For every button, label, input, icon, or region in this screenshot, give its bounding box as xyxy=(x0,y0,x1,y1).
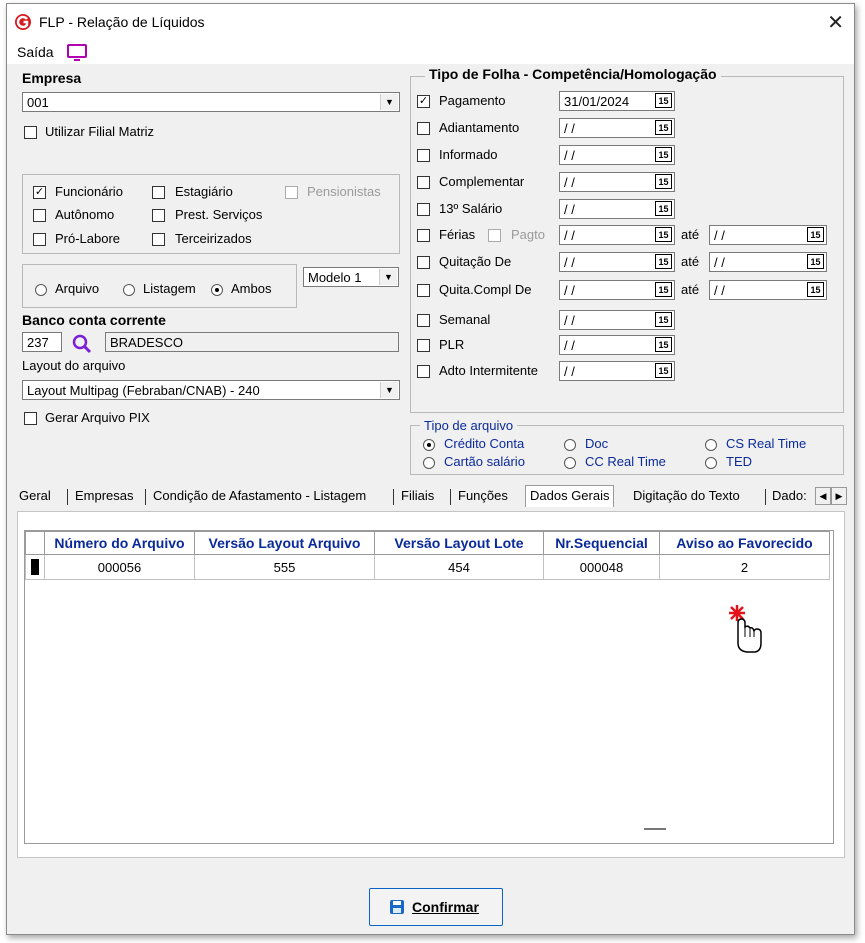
table-row[interactable] xyxy=(26,555,830,580)
tab-separator xyxy=(450,489,451,505)
filial-matriz-checkbox[interactable] xyxy=(24,126,37,139)
pensionistas-label: Pensionistas xyxy=(307,184,381,199)
date-end-input[interactable] xyxy=(709,225,827,245)
pagto-label: Pagto xyxy=(511,227,545,242)
dados-gerais-panel xyxy=(17,511,845,858)
date-value: / / xyxy=(564,121,575,136)
app-logo-icon xyxy=(14,13,32,31)
date-input[interactable] xyxy=(559,145,675,165)
date-value: 31/01/2024 xyxy=(564,94,630,109)
calendar-icon[interactable]: 15 xyxy=(655,201,672,216)
col-versao-layout-arquivo[interactable]: Versão Layout Arquivo xyxy=(195,532,375,555)
prest-servicos-label: Prest. Serviços xyxy=(175,207,263,222)
calendar-icon[interactable]: 15 xyxy=(655,120,672,135)
confirm-label: Confirmar xyxy=(412,899,479,915)
date-input[interactable] xyxy=(559,118,675,138)
tipo-folha-label: Adto Intermitente xyxy=(439,363,538,378)
banco-name-field xyxy=(105,332,399,352)
title-bar xyxy=(7,4,854,40)
tab-dados-gerais[interactable]: Dados Gerais xyxy=(525,485,614,507)
tipo-folha-checkbox[interactable] xyxy=(417,365,430,378)
window-title: FLP - Relação de Líquidos xyxy=(39,14,205,30)
prest-servicos-checkbox[interactable] xyxy=(152,209,165,222)
tipo-folha-label: 13º Salário xyxy=(439,201,503,216)
chevron-down-icon[interactable]: ▼ xyxy=(380,382,398,398)
date-input[interactable] xyxy=(559,172,675,192)
grid-resize-handle[interactable] xyxy=(644,828,666,830)
date-value: / / xyxy=(564,175,575,190)
tipo-folha-checkbox[interactable] xyxy=(417,314,430,327)
empresa-value: 001 xyxy=(27,95,49,110)
tab-digitacao-texto[interactable]: Digitação do Texto xyxy=(633,488,740,503)
empresa-select[interactable] xyxy=(22,92,400,112)
credito-conta-label: Crédito Conta xyxy=(444,436,525,451)
date-input[interactable] xyxy=(559,335,675,355)
date-value: / / xyxy=(564,202,575,217)
grid-table xyxy=(25,531,830,580)
date-value: / / xyxy=(564,228,575,243)
tipo-folha-label: Quita.Compl De xyxy=(439,282,532,297)
search-icon[interactable] xyxy=(71,333,93,355)
tab-filiais[interactable]: Filiais xyxy=(401,488,435,503)
main-window xyxy=(6,3,855,935)
tab-scroll-left-icon[interactable]: ◀ xyxy=(815,487,831,505)
pix-label: Gerar Arquivo PIX xyxy=(45,410,150,425)
date-input[interactable] xyxy=(559,310,675,330)
tab-empresas[interactable]: Empresas xyxy=(75,488,134,503)
banco-name-value: BRADESCO xyxy=(110,335,183,350)
tipo-folha-label: Quitação De xyxy=(439,254,512,269)
funcionario-checkbox[interactable]: ✓ xyxy=(34,186,45,198)
date-value: / / xyxy=(564,338,575,353)
tab-separator xyxy=(145,489,146,505)
cartao-salario-radio[interactable] xyxy=(423,457,435,469)
cc-real-time-radio[interactable] xyxy=(564,457,576,469)
cell-aviso-favorecido[interactable]: 2 xyxy=(660,555,830,580)
chevron-down-icon[interactable]: ▼ xyxy=(380,94,398,110)
tipo-folha-checkbox[interactable] xyxy=(417,203,430,216)
pagto-checkbox[interactable] xyxy=(488,229,501,242)
date-value: / / xyxy=(564,313,575,328)
cell-versao-layout-lote[interactable]: 454 xyxy=(375,555,544,580)
calendar-icon[interactable]: 15 xyxy=(655,174,672,189)
terceirizados-label: Terceirizados xyxy=(175,231,252,246)
date-end-value: / / xyxy=(714,228,725,243)
date-value: / / xyxy=(564,255,575,270)
tab-geral[interactable]: Geral xyxy=(19,488,51,503)
monitor-icon[interactable] xyxy=(67,44,87,62)
tipo-folha-checkbox[interactable] xyxy=(417,122,430,135)
ate-label: até xyxy=(681,282,700,297)
listagem-radio[interactable] xyxy=(123,284,135,296)
date-input[interactable] xyxy=(559,199,675,219)
ate-label: até xyxy=(681,227,700,242)
col-nr-sequencial[interactable]: Nr.Sequencial xyxy=(544,532,660,555)
tipo-folha-checkbox[interactable]: ✓ xyxy=(418,95,429,107)
calendar-icon[interactable]: 15 xyxy=(655,227,672,242)
calendar-icon[interactable]: 15 xyxy=(655,147,672,162)
date-input[interactable] xyxy=(559,361,675,381)
grid-indicator-header xyxy=(26,532,45,555)
tipo-folha-label: Pagamento xyxy=(439,93,506,108)
data-grid[interactable] xyxy=(24,530,834,844)
tipo-folha-label: PLR xyxy=(439,337,465,352)
tab-separator xyxy=(67,489,68,505)
date-value: / / xyxy=(564,283,575,298)
tipo-folha-label: Complementar xyxy=(439,174,525,189)
tab-scroll-right-icon[interactable]: ▶ xyxy=(831,487,847,505)
chevron-down-icon[interactable]: ▼ xyxy=(379,269,397,285)
cartao-salario-label: Cartão salário xyxy=(444,454,525,469)
date-value: / / xyxy=(564,364,575,379)
layout-value: Layout Multipag (Febraban/CNAB) - 240 xyxy=(27,383,260,398)
date-input[interactable] xyxy=(559,225,675,245)
banco-code-input[interactable] xyxy=(22,332,62,352)
ted-radio[interactable] xyxy=(705,457,717,469)
credito-conta-radio[interactable] xyxy=(423,439,435,451)
autonomo-label: Autônomo xyxy=(55,207,115,222)
save-disk-icon xyxy=(389,899,405,915)
autonomo-checkbox[interactable] xyxy=(33,209,46,222)
layout-label: Layout do arquivo xyxy=(22,358,126,373)
terceirizados-checkbox[interactable] xyxy=(152,233,165,246)
row-indicator xyxy=(26,555,45,580)
cell-numero-arquivo[interactable]: 000056 xyxy=(45,555,195,580)
estagiario-checkbox[interactable] xyxy=(152,186,165,199)
ate-label: até xyxy=(681,254,700,269)
arquivo-radio[interactable] xyxy=(35,284,47,296)
empresa-label: Empresa xyxy=(22,70,82,86)
tab-strip xyxy=(15,485,851,509)
calendar-icon[interactable]: 15 xyxy=(655,282,672,297)
tipo-folha-checkbox[interactable] xyxy=(417,229,430,242)
cc-real-time-label: CC Real Time xyxy=(585,454,666,469)
col-versao-layout-lote[interactable]: Versão Layout Lote xyxy=(375,532,544,555)
tipo-folha-label: Semanal xyxy=(439,312,491,327)
calendar-icon[interactable]: 15 xyxy=(655,312,672,327)
calendar-icon[interactable]: 15 xyxy=(807,282,824,297)
pro-labore-label: Pró-Labore xyxy=(55,231,121,246)
tipo-folha-checkbox[interactable] xyxy=(417,284,430,297)
date-end-value: / / xyxy=(714,283,725,298)
tipo-folha-label: Adiantamento xyxy=(439,120,520,135)
col-numero-arquivo[interactable]: Número do Arquivo xyxy=(45,532,195,555)
date-value: / / xyxy=(564,148,575,163)
tab-condicao-afastamento[interactable]: Condição de Afastamento - Listagem xyxy=(153,488,367,503)
ambos-label: Ambos xyxy=(231,281,272,296)
calendar-icon[interactable]: 15 xyxy=(655,254,672,269)
modelo-select[interactable] xyxy=(303,267,399,287)
arquivo-label: Arquivo xyxy=(55,281,100,296)
listagem-label: Listagem xyxy=(143,281,196,296)
cs-real-time-label: CS Real Time xyxy=(726,436,807,451)
confirm-button[interactable] xyxy=(369,888,503,926)
date-end-input[interactable] xyxy=(709,252,827,272)
filial-matriz-label: Utilizar Filial Matriz xyxy=(45,124,155,139)
layout-select[interactable] xyxy=(22,380,400,400)
tipo-folha-label: Informado xyxy=(439,147,498,162)
pro-labore-checkbox[interactable] xyxy=(33,233,46,246)
calendar-icon[interactable]: 15 xyxy=(807,227,824,242)
calendar-icon[interactable]: 15 xyxy=(807,254,824,269)
funcionario-label: Funcionário xyxy=(55,184,123,199)
menu-bar xyxy=(7,40,854,64)
date-end-value: / / xyxy=(714,255,725,270)
hand-pointer-cursor-icon xyxy=(725,603,765,655)
tab-separator xyxy=(765,489,766,505)
tipo-arquivo-legend: Tipo de arquivo xyxy=(420,418,517,433)
date-input[interactable] xyxy=(559,252,675,272)
doc-radio[interactable] xyxy=(564,439,576,451)
modelo-value: Modelo 1 xyxy=(308,270,362,285)
doc-label: Doc xyxy=(585,436,609,451)
tipo-folha-checkbox[interactable] xyxy=(417,256,430,269)
pix-checkbox[interactable] xyxy=(24,412,37,425)
ted-label: TED xyxy=(726,454,752,469)
estagiario-label: Estagiário xyxy=(175,184,233,199)
cell-versao-layout-arquivo[interactable]: 555 xyxy=(195,555,375,580)
tab-dados[interactable]: Dado: xyxy=(772,488,807,503)
calendar-icon[interactable]: 15 xyxy=(655,337,672,352)
ambos-radio[interactable] xyxy=(211,284,223,296)
calendar-icon[interactable]: 15 xyxy=(655,363,672,378)
tipo-folha-label: Férias xyxy=(439,227,476,242)
tab-separator xyxy=(393,489,394,505)
date-input[interactable] xyxy=(559,91,675,111)
tipo-folha-checkbox[interactable] xyxy=(417,149,430,162)
calendar-icon[interactable]: 15 xyxy=(655,93,672,108)
banco-code-value: 237 xyxy=(27,335,49,350)
close-icon[interactable]: ✕ xyxy=(827,12,844,34)
date-input[interactable] xyxy=(559,280,675,300)
tipo-folha-checkbox[interactable] xyxy=(417,339,430,352)
tipo-folha-checkbox[interactable] xyxy=(417,176,430,189)
col-aviso-favorecido[interactable]: Aviso ao Favorecido xyxy=(660,532,830,555)
tab-funcoes[interactable]: Funções xyxy=(458,488,508,503)
cell-nr-sequencial[interactable]: 000048 xyxy=(544,555,660,580)
date-end-input[interactable] xyxy=(709,280,827,300)
menu-saida[interactable]: Saída xyxy=(17,44,54,60)
tipo-folha-header: Tipo de Folha - Competência/Homologação xyxy=(425,66,721,82)
cs-real-time-radio[interactable] xyxy=(705,439,717,451)
banco-label: Banco conta corrente xyxy=(22,312,166,328)
pensionistas-checkbox[interactable] xyxy=(285,186,298,199)
